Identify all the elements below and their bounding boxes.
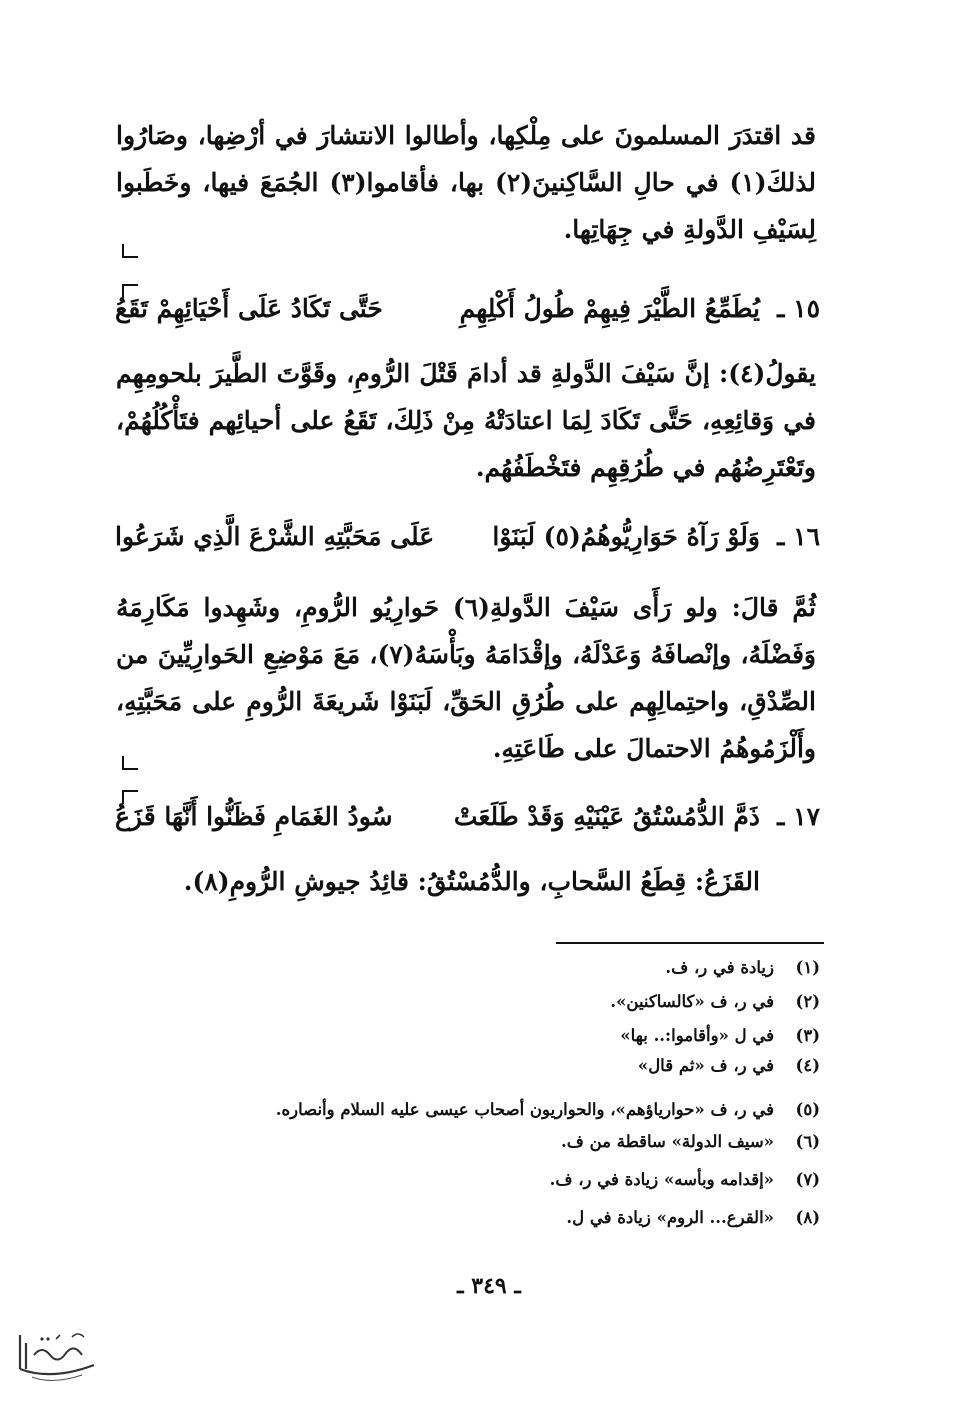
footnote-4: (٤)في ر، ف «ثم قال» (637, 1056, 820, 1075)
verse-first-hemistich: ذَمَّ الدُّمُسْتُقُ عَيْنَيْهِ وَقَدْ طَلَعَتْ (453, 802, 760, 831)
footnote-7: (٧)«إقدامه وبأسه» زيادة في ر، ف. (549, 1170, 820, 1189)
verse-second-hemistich: سُودُ الغَمَامِ فَظَنُّوا أَنَّهَا قَزَعُ (115, 802, 393, 831)
footnote-1: (١)زيادة في ر، ف. (665, 958, 820, 977)
verse-first-hemistich: وَلَوْ رَآهُ حَوَارِيُّوهُمُ(٥) لَبَنَوْا (492, 522, 760, 551)
footnote-3: (٣)في ل «وأقاموا:.. بها» (620, 1026, 820, 1045)
commentary-paragraph-3: ثُمَّ قالَ: ولو رَأَى سَيْفَ الدَّولةِ(٦) حَوارِيُو الرُّومِ، وشَهِدوا مَكَارِمَهُ وَفَضْلَهُ، وإنْصافَهُ وَعَدْلَهُ، وإقْدَامَهُ وبَأْسَهُ(٧)، مَعَ مَوْضِعِ الحَوارِيِّينَ من الصِّدْقِ، واحتِمالِهِم على طُرُقِ الحَقِّ، لَبَنَوْا شَريعَةَ الرُّومِ على مَحَبَّتِهِ، وأَلْزَمُوهُمُ الاحتمالَ على طَاعَتِهِ. (116, 593, 817, 763)
commentary-paragraph-1: قد اقتدَرَ المسلمونَ على مِلْكِها، وأطالوا الانتشارَ في أرْضِها، وصَارُوا لذلكَ(١) في حالِ السَّاكِنينَ(٢) بها، فأقاموا(٣) الجُمَعَ فيها، وخَطَبوا لِسَيْفِ الدَّولةِ في جِهَاتِها. (116, 121, 816, 244)
bracket-mark (122, 756, 138, 770)
verse-second-hemistich: عَلَى مَحَبَّتِهِ الشَّرْعَ الَّذِي شَرَعُوا (115, 522, 435, 551)
footnote-separator (556, 942, 824, 944)
verse-16 (115, 522, 820, 570)
footnote-6: (٦)«سيف الدولة» ساقطة من ف. (561, 1132, 820, 1151)
verse-first-hemistich: يُطَمِّعُ الطَّيْرَ فِيهِمْ طُولُ أَكْلِهِمِ (459, 294, 760, 323)
verse-17 (115, 802, 820, 850)
verse-15 (115, 294, 820, 342)
verse-number: ١٦ ـ (777, 522, 820, 551)
verse-number: ١٥ ـ (777, 294, 820, 323)
verse-number: ١٧ ـ (777, 802, 820, 831)
commentary-paragraph-4: القَزَعُ: قِطَعُ السَّحابِ، والدُّمُسْتُقُ: قائِدُ جيوشِ الرُّومِ(٨). (183, 867, 760, 896)
bracket-mark (122, 244, 138, 258)
page-number: ـ ٣٤٩ ـ (457, 1273, 521, 1299)
library-stamp-logo (12, 1325, 100, 1389)
footnote-2: (٢)في ر، ف «كالساكنين». (610, 992, 820, 1011)
verse-second-hemistich: حَتَّى تَكَادُ عَلَى أَحْيَائِهِمْ تَقَعُ (115, 294, 383, 323)
footnote-5: (٥)في ر، ف «حوارياؤهم»، والحواريون أصحاب عيسى عليه السلام وأنصاره. (275, 1100, 820, 1119)
footnote-8: (٨)«القرع... الروم» زيادة في ل. (566, 1208, 820, 1227)
commentary-paragraph-2: يقولُ(٤): إنَّ سَيْفَ الدَّولةِ قد أدامَ قَتْلَ الرُّومِ، وقَوَّتَ الطَّيرَ بلحومِهِم في وَقائِعِهِ، حَتَّى تَكَادَ لِمَا اعتادَتْهُ مِنْ ذَلِكَ، تَقَعُ على أحيائِهم فتَأْكُلُهُمْ، وتَعْتَرِضُهُم في طُرُقِهِم فتَخْطَفُهُم. (116, 359, 816, 482)
